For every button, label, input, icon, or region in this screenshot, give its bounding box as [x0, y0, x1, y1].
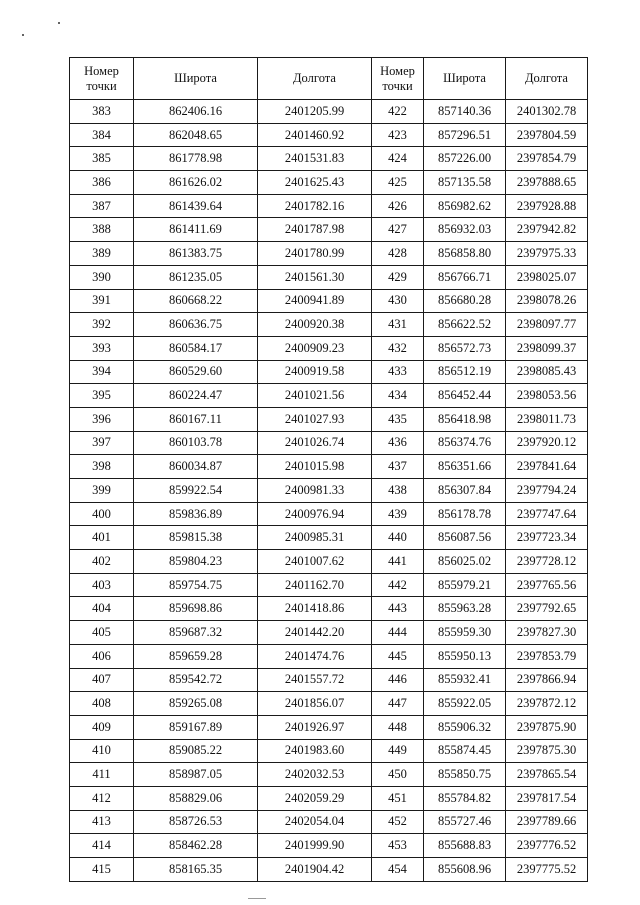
latitude-cell: 861626.02: [134, 171, 258, 195]
point-number-cell: 406: [70, 644, 134, 668]
table-row: [70, 242, 588, 266]
longitude-cell: 2400919.58: [258, 360, 372, 384]
point-number-cell: 400: [70, 502, 134, 526]
point-number-cell: 397: [70, 431, 134, 455]
longitude-cell: 2402032.53: [258, 763, 372, 787]
latitude-cell: 855959.30: [424, 621, 506, 645]
longitude-cell: 2401021.56: [258, 384, 372, 408]
point-number-cell: 392: [70, 313, 134, 337]
latitude-cell: 862048.65: [134, 123, 258, 147]
longitude-cell: 2401856.07: [258, 692, 372, 716]
latitude-cell: 859659.28: [134, 644, 258, 668]
table-row: [70, 597, 588, 621]
table-row: [70, 810, 588, 834]
header-longitude: Долгота: [506, 58, 588, 100]
point-number-cell: 450: [372, 763, 424, 787]
longitude-cell: 2397942.82: [506, 218, 588, 242]
table-row: [70, 336, 588, 360]
table-row: [70, 502, 588, 526]
longitude-cell: 2400981.33: [258, 479, 372, 503]
latitude-cell: 855688.83: [424, 834, 506, 858]
table-row: [70, 313, 588, 337]
table-row: [70, 550, 588, 574]
latitude-cell: 859085.22: [134, 739, 258, 763]
longitude-cell: 2398025.07: [506, 265, 588, 289]
point-number-cell: 393: [70, 336, 134, 360]
point-number-cell: 413: [70, 810, 134, 834]
table-row: [70, 858, 588, 882]
latitude-cell: 856374.76: [424, 431, 506, 455]
table-row: [70, 621, 588, 645]
longitude-cell: 2397920.12: [506, 431, 588, 455]
scan-edge-mark: [248, 898, 266, 899]
point-number-cell: 405: [70, 621, 134, 645]
longitude-cell: 2398085.43: [506, 360, 588, 384]
point-number-cell: 431: [372, 313, 424, 337]
latitude-cell: 856932.03: [424, 218, 506, 242]
point-number-cell: 427: [372, 218, 424, 242]
latitude-cell: 855932.41: [424, 668, 506, 692]
table-row: [70, 360, 588, 384]
latitude-cell: 861235.05: [134, 265, 258, 289]
point-number-cell: 384: [70, 123, 134, 147]
point-number-cell: 447: [372, 692, 424, 716]
longitude-cell: 2397747.64: [506, 502, 588, 526]
point-number-cell: 422: [372, 100, 424, 124]
latitude-cell: 856766.71: [424, 265, 506, 289]
longitude-cell: 2402054.04: [258, 810, 372, 834]
header-point-number: Номер точки: [70, 58, 134, 100]
point-number-cell: 403: [70, 573, 134, 597]
longitude-cell: 2401983.60: [258, 739, 372, 763]
longitude-cell: 2397789.66: [506, 810, 588, 834]
point-number-cell: 451: [372, 786, 424, 810]
latitude-cell: 855874.45: [424, 739, 506, 763]
table-row: [70, 431, 588, 455]
latitude-cell: 857140.36: [424, 100, 506, 124]
table-row: [70, 715, 588, 739]
table-row: [70, 289, 588, 313]
longitude-cell: 2397875.30: [506, 739, 588, 763]
point-number-cell: 434: [372, 384, 424, 408]
longitude-cell: 2401531.83: [258, 147, 372, 171]
point-number-cell: 395: [70, 384, 134, 408]
latitude-cell: 855922.05: [424, 692, 506, 716]
latitude-cell: 855906.32: [424, 715, 506, 739]
point-number-cell: 386: [70, 171, 134, 195]
table-row: [70, 407, 588, 431]
table-row: [70, 692, 588, 716]
point-number-cell: 424: [372, 147, 424, 171]
latitude-cell: 855727.46: [424, 810, 506, 834]
latitude-cell: 857226.00: [424, 147, 506, 171]
longitude-cell: 2401162.70: [258, 573, 372, 597]
longitude-cell: 2397775.52: [506, 858, 588, 882]
longitude-cell: 2401442.20: [258, 621, 372, 645]
point-number-cell: 404: [70, 597, 134, 621]
latitude-cell: 857296.51: [424, 123, 506, 147]
latitude-cell: 859922.54: [134, 479, 258, 503]
point-number-cell: 409: [70, 715, 134, 739]
point-number-cell: 441: [372, 550, 424, 574]
longitude-cell: 2401999.90: [258, 834, 372, 858]
table-row: [70, 265, 588, 289]
point-number-cell: 445: [372, 644, 424, 668]
longitude-cell: 2397875.90: [506, 715, 588, 739]
latitude-cell: 856418.98: [424, 407, 506, 431]
longitude-cell: 2400976.94: [258, 502, 372, 526]
longitude-cell: 2397928.88: [506, 194, 588, 218]
scan-speck: [22, 34, 24, 36]
point-number-cell: 415: [70, 858, 134, 882]
longitude-cell: 2397804.59: [506, 123, 588, 147]
latitude-cell: 859754.75: [134, 573, 258, 597]
header-point-number: Номер точки: [372, 58, 424, 100]
longitude-cell: 2397888.65: [506, 171, 588, 195]
point-number-cell: 454: [372, 858, 424, 882]
table-row: [70, 479, 588, 503]
longitude-cell: 2397792.65: [506, 597, 588, 621]
table-body: [70, 100, 588, 882]
longitude-cell: 2401418.86: [258, 597, 372, 621]
point-number-cell: 425: [372, 171, 424, 195]
header-longitude: Долгота: [258, 58, 372, 100]
latitude-cell: 855963.28: [424, 597, 506, 621]
latitude-cell: 861439.64: [134, 194, 258, 218]
latitude-cell: 857135.58: [424, 171, 506, 195]
point-number-cell: 390: [70, 265, 134, 289]
longitude-cell: 2398097.77: [506, 313, 588, 337]
longitude-cell: 2401007.62: [258, 550, 372, 574]
point-number-cell: 412: [70, 786, 134, 810]
latitude-cell: 858726.53: [134, 810, 258, 834]
longitude-cell: 2397765.56: [506, 573, 588, 597]
latitude-cell: 860167.11: [134, 407, 258, 431]
point-number-cell: 423: [372, 123, 424, 147]
longitude-cell: 2401026.74: [258, 431, 372, 455]
longitude-cell: 2400985.31: [258, 526, 372, 550]
longitude-cell: 2398053.56: [506, 384, 588, 408]
point-number-cell: 385: [70, 147, 134, 171]
longitude-cell: 2401557.72: [258, 668, 372, 692]
latitude-cell: 856512.19: [424, 360, 506, 384]
scan-speck: [58, 22, 60, 24]
longitude-cell: 2397794.24: [506, 479, 588, 503]
latitude-cell: 862406.16: [134, 100, 258, 124]
table-header: [70, 58, 588, 100]
point-number-cell: 408: [70, 692, 134, 716]
longitude-cell: 2400920.38: [258, 313, 372, 337]
point-number-cell: 398: [70, 455, 134, 479]
latitude-cell: 855979.21: [424, 573, 506, 597]
longitude-cell: 2397827.30: [506, 621, 588, 645]
longitude-cell: 2397872.12: [506, 692, 588, 716]
latitude-cell: 859542.72: [134, 668, 258, 692]
point-number-cell: 435: [372, 407, 424, 431]
latitude-cell: 855850.75: [424, 763, 506, 787]
point-number-cell: 399: [70, 479, 134, 503]
latitude-cell: 860668.22: [134, 289, 258, 313]
latitude-cell: 858829.06: [134, 786, 258, 810]
point-number-cell: 438: [372, 479, 424, 503]
point-number-cell: 452: [372, 810, 424, 834]
longitude-cell: 2401787.98: [258, 218, 372, 242]
table-row: [70, 147, 588, 171]
latitude-cell: 860584.17: [134, 336, 258, 360]
point-number-cell: 389: [70, 242, 134, 266]
table-row: [70, 218, 588, 242]
longitude-cell: 2397975.33: [506, 242, 588, 266]
table-row: [70, 573, 588, 597]
point-number-cell: 401: [70, 526, 134, 550]
point-number-cell: 410: [70, 739, 134, 763]
latitude-cell: 859265.08: [134, 692, 258, 716]
longitude-cell: 2402059.29: [258, 786, 372, 810]
longitude-cell: 2397817.54: [506, 786, 588, 810]
latitude-cell: 856087.56: [424, 526, 506, 550]
point-number-cell: 402: [70, 550, 134, 574]
latitude-cell: 859815.38: [134, 526, 258, 550]
coordinates-table: [69, 57, 588, 882]
table-row: [70, 668, 588, 692]
latitude-cell: 861411.69: [134, 218, 258, 242]
latitude-cell: 856858.80: [424, 242, 506, 266]
latitude-cell: 856572.73: [424, 336, 506, 360]
point-number-cell: 436: [372, 431, 424, 455]
table-row: [70, 834, 588, 858]
longitude-cell: 2401926.97: [258, 715, 372, 739]
longitude-cell: 2401474.76: [258, 644, 372, 668]
point-number-cell: 383: [70, 100, 134, 124]
point-number-cell: 426: [372, 194, 424, 218]
longitude-cell: 2401302.78: [506, 100, 588, 124]
point-number-cell: 388: [70, 218, 134, 242]
point-number-cell: 442: [372, 573, 424, 597]
longitude-cell: 2398099.37: [506, 336, 588, 360]
point-number-cell: 428: [372, 242, 424, 266]
point-number-cell: 448: [372, 715, 424, 739]
point-number-cell: 429: [372, 265, 424, 289]
point-number-cell: 407: [70, 668, 134, 692]
latitude-cell: 856622.52: [424, 313, 506, 337]
point-number-cell: 437: [372, 455, 424, 479]
latitude-cell: 861778.98: [134, 147, 258, 171]
point-number-cell: 396: [70, 407, 134, 431]
latitude-cell: 859698.86: [134, 597, 258, 621]
table-row: [70, 763, 588, 787]
latitude-cell: 855950.13: [424, 644, 506, 668]
latitude-cell: 859687.32: [134, 621, 258, 645]
latitude-cell: 858462.28: [134, 834, 258, 858]
longitude-cell: 2397866.94: [506, 668, 588, 692]
longitude-cell: 2398078.26: [506, 289, 588, 313]
latitude-cell: 856178.78: [424, 502, 506, 526]
longitude-cell: 2397728.12: [506, 550, 588, 574]
point-number-cell: 411: [70, 763, 134, 787]
latitude-cell: 859836.89: [134, 502, 258, 526]
longitude-cell: 2397841.64: [506, 455, 588, 479]
point-number-cell: 387: [70, 194, 134, 218]
point-number-cell: 449: [372, 739, 424, 763]
table-row: [70, 644, 588, 668]
point-number-cell: 439: [372, 502, 424, 526]
table-row: [70, 171, 588, 195]
table-row: [70, 384, 588, 408]
point-number-cell: 430: [372, 289, 424, 313]
latitude-cell: 856307.84: [424, 479, 506, 503]
longitude-cell: 2400941.89: [258, 289, 372, 313]
header-latitude: Широта: [134, 58, 258, 100]
latitude-cell: 861383.75: [134, 242, 258, 266]
point-number-cell: 443: [372, 597, 424, 621]
table-row: [70, 194, 588, 218]
longitude-cell: 2401904.42: [258, 858, 372, 882]
longitude-cell: 2401782.16: [258, 194, 372, 218]
latitude-cell: 859167.89: [134, 715, 258, 739]
point-number-cell: 394: [70, 360, 134, 384]
longitude-cell: 2401205.99: [258, 100, 372, 124]
longitude-cell: 2401015.98: [258, 455, 372, 479]
point-number-cell: 391: [70, 289, 134, 313]
latitude-cell: 858987.05: [134, 763, 258, 787]
latitude-cell: 859804.23: [134, 550, 258, 574]
longitude-cell: 2397854.79: [506, 147, 588, 171]
longitude-cell: 2401561.30: [258, 265, 372, 289]
point-number-cell: 453: [372, 834, 424, 858]
table-row: [70, 123, 588, 147]
longitude-cell: 2401027.93: [258, 407, 372, 431]
header-latitude: Широта: [424, 58, 506, 100]
point-number-cell: 414: [70, 834, 134, 858]
latitude-cell: 856452.44: [424, 384, 506, 408]
longitude-cell: 2400909.23: [258, 336, 372, 360]
longitude-cell: 2401625.43: [258, 171, 372, 195]
table-row: [70, 526, 588, 550]
longitude-cell: 2401780.99: [258, 242, 372, 266]
latitude-cell: 856680.28: [424, 289, 506, 313]
latitude-cell: 856025.02: [424, 550, 506, 574]
latitude-cell: 860224.47: [134, 384, 258, 408]
longitude-cell: 2397853.79: [506, 644, 588, 668]
longitude-cell: 2398011.73: [506, 407, 588, 431]
longitude-cell: 2397723.34: [506, 526, 588, 550]
table-row: [70, 100, 588, 124]
latitude-cell: 860636.75: [134, 313, 258, 337]
longitude-cell: 2397776.52: [506, 834, 588, 858]
point-number-cell: 446: [372, 668, 424, 692]
point-number-cell: 433: [372, 360, 424, 384]
longitude-cell: 2401460.92: [258, 123, 372, 147]
table-row: [70, 739, 588, 763]
table-row: [70, 786, 588, 810]
latitude-cell: 860103.78: [134, 431, 258, 455]
point-number-cell: 440: [372, 526, 424, 550]
latitude-cell: 855608.96: [424, 858, 506, 882]
longitude-cell: 2397865.54: [506, 763, 588, 787]
point-number-cell: 444: [372, 621, 424, 645]
latitude-cell: 856982.62: [424, 194, 506, 218]
latitude-cell: 860034.87: [134, 455, 258, 479]
latitude-cell: 855784.82: [424, 786, 506, 810]
latitude-cell: 858165.35: [134, 858, 258, 882]
latitude-cell: 856351.66: [424, 455, 506, 479]
table-row: [70, 455, 588, 479]
point-number-cell: 432: [372, 336, 424, 360]
latitude-cell: 860529.60: [134, 360, 258, 384]
